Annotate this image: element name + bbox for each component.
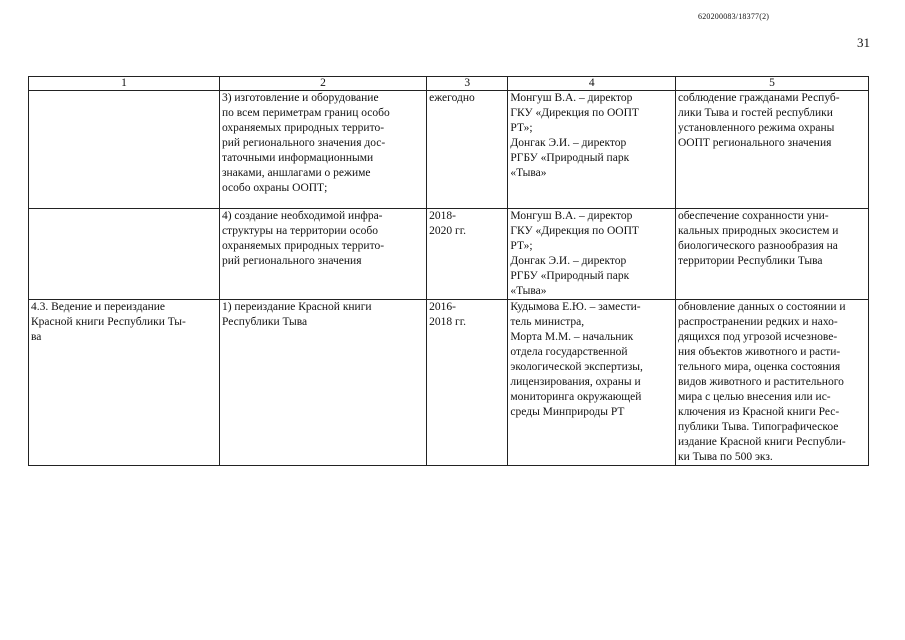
page-number: 31 (857, 35, 870, 50)
result-cell: соблюдение гражданами Респуб- лики Тыва и гостей республики установленного режима охраны ООПТ регионального значения (675, 91, 868, 209)
activity-cell: 3) изготовление и оборудование по всем периметрам границ особо охраняемых природных террито- рий регионального значения дос- таточными информационными знаками, аншлагами о режиме особо охраны ООПТ; (219, 91, 426, 209)
deadline-cell: ежегодно (427, 91, 508, 209)
document-id: 620200083/18377(2) (698, 12, 770, 21)
measure-cell (29, 91, 220, 209)
responsible-cell: Монгуш В.А. – директор ГКУ «Дирекция по ООПТ РТ»; Донгак Э.И. – директор РГБУ «Природный парк «Тыва» (508, 209, 676, 300)
column-header: 4 (508, 77, 676, 91)
responsible-cell: Кудымова Е.Ю. – замести- тель министра, Морта М.М. – начальник отдела государственной экологической экспертизы, лицензирования, охраны и мониторинга окружающей среды Минприроды РТ (508, 300, 676, 466)
column-header: 3 (427, 77, 508, 91)
responsible-cell: Монгуш В.А. – директор ГКУ «Дирекция по ООПТ РТ»; Донгак Э.И. – директор РГБУ «Природный парк «Тыва» (508, 91, 676, 209)
column-header: 5 (675, 77, 868, 91)
activity-cell: 1) переиздание Красной книги Республики Тыва (219, 300, 426, 466)
table-row (29, 209, 869, 300)
column-number-row (29, 77, 869, 91)
column-header: 2 (219, 77, 426, 91)
deadline-cell: 2018- 2020 гг. (427, 209, 508, 300)
measures-table (28, 76, 869, 466)
deadline-cell: 2016- 2018 гг. (427, 300, 508, 466)
result-cell: обеспечение сохранности уни- кальных природных экосистем и биологического разнообразия на территории Республики Тыва (675, 209, 868, 300)
measure-cell: 4.3. Ведение и переиздание Красной книги Республики Ты- ва (29, 300, 220, 466)
table-row (29, 91, 869, 209)
measure-cell (29, 209, 220, 300)
column-header: 1 (29, 77, 220, 91)
table-row (29, 300, 869, 466)
result-cell: обновление данных о состоянии и распространении редких и нахо- дящихся под угрозой исчезнове- ния объектов животного и расти- тельного мира, оценка состояния видов животного и растительного мира с целью внесения или ис- ключения из Красной книги Рес- публики Тыва. Типографическое издание Красной книги Республи- ки Тыва по 500 экз. (675, 300, 868, 466)
activity-cell: 4) создание необходимой инфра- структуры на территории особо охраняемых природных террито- рий регионального значения (219, 209, 426, 300)
